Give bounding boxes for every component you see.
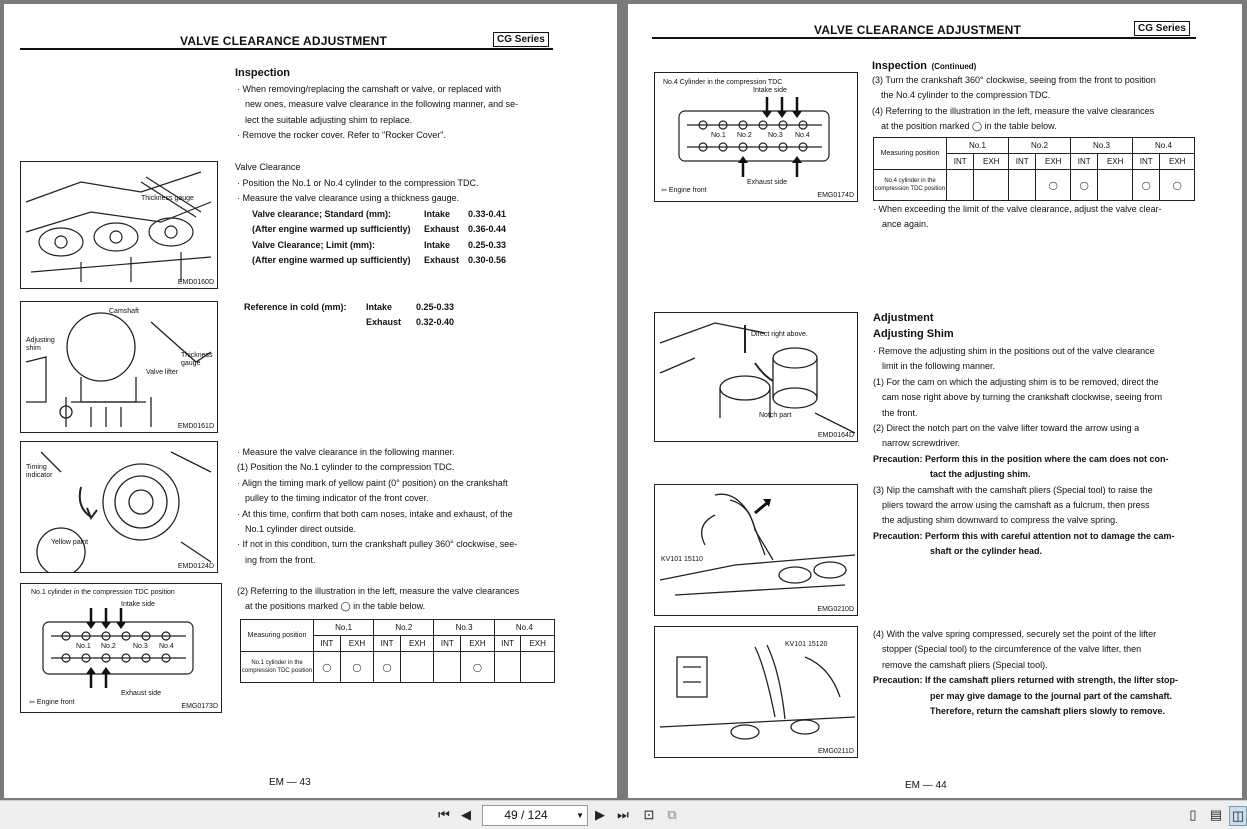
inspection-cont-text [872,73,1212,135]
precaution-line: shaft or the cylinder head. [930,546,1043,557]
figure-code: EMD0161D [177,423,214,430]
prev-page-icon[interactable]: ◀ [461,807,471,822]
precaution-line: Precaution: Perform this with careful attention not to damage the cam- [873,530,1175,541]
figure-code: EMG0210D [817,606,854,613]
figure-label: Timing indicator [26,464,53,479]
page-number-select[interactable] [482,805,588,826]
text-line: · Measure the valve clearance in the following manner. [237,447,455,457]
figure-label: Valve lifter [146,369,179,376]
chevron-down-icon: ▼ [576,811,584,820]
measure-text [237,445,567,568]
table-sub-header: EXH [974,154,1009,170]
spec-kind: Exhaust [424,224,460,235]
text-line: (1) Position the No.1 cylinder to the compression TDC. [237,462,455,473]
figure-label: Intake side [753,87,787,94]
table-sub-header: INT [1132,154,1159,170]
inspection-heading: Inspection [235,67,291,79]
page-em-43 [4,4,617,798]
precaution-line: tact the adjusting shim. [930,469,1031,480]
table-sub-header: INT [434,636,461,652]
header-rule [20,48,553,50]
table-mark [494,652,521,683]
table-mark [434,652,461,683]
text-line: new ones, measure valve clearance in the following manner, and se- [245,99,519,110]
text-line: (2) Referring to the illustration in the left, measure the valve clearances [237,586,520,596]
text-line: · When exceeding the limit of the valve clearance, adjust the valve clear- [873,204,1162,214]
figure-label: Thickness gauge [181,352,213,367]
text-line: at the positions marked ◯ in the table below. [245,601,426,612]
table-mark: ◯ [1132,170,1159,201]
table-col-header: No.2 [1008,138,1070,154]
table-sub-header: INT [1070,154,1097,170]
table-mark: ◯ [461,652,495,683]
table-mark: ◯ [1160,170,1195,201]
precaution-line: Precaution: Perform this in the position where the cam does not con- [873,453,1169,464]
reference-cold [244,300,544,331]
text-line: (1) For the cam on which the adjusting shim is to be removed, direct the [873,376,1159,387]
table-mark: ◯ [374,652,401,683]
table-sub-header: EXH [521,636,555,652]
figure-code: EMG0211D [817,748,854,755]
figure-camshaft-pliers [654,484,858,616]
figure-notch-part [654,312,858,442]
figure-timing-indicator [20,441,218,573]
figure-lifter-stopper [654,626,858,758]
ref-row [244,300,544,315]
table-mark [521,652,555,683]
table-condition-label: No.1 cylinder in the compression TDC position [241,652,314,683]
step4-text [873,627,1213,719]
ref-kind: Exhaust [366,317,402,328]
precaution-line: per may give damage to the journal part of the camshaft. [930,690,1173,701]
table-sub-header: INT [947,154,974,170]
facing-view-icon[interactable]: ◫ [1229,806,1247,826]
precaution-line: Precaution: If the camshaft pliers returned with strength, the lifter stop- [873,675,1179,686]
text-line: the No.4 cylinder to the compression TDC. [881,90,1051,101]
spec-label: Valve clearance; Standard (mm): [252,209,392,219]
table-row-label: Measuring position [241,620,314,652]
figure-no4-tdc-layout [654,72,858,202]
spec-label: (After engine warmed up sufficiently) [252,224,411,235]
table-sub-header: EXH [1160,154,1195,170]
text-line: narrow screwdriver. [882,438,961,449]
table-sub-header: INT [494,636,521,652]
spec-label: Valve Clearance; Limit (mm): [252,239,376,250]
valve-clearance-heading: Valve Clearance [235,162,301,172]
figure-code: EMD0124D [177,563,214,570]
series-badge: CG Series [1134,21,1190,36]
figure-title: No.4 Cylinder in the compression TDC [663,79,783,86]
engine-illustration [21,162,217,288]
viewer-toolbar [0,800,1247,829]
figure-label: Adjusting shim [26,337,55,352]
measuring-table-no1 [240,619,555,683]
figure-camshaft-shim [20,301,218,433]
figure-label: Exhaust side [121,690,162,697]
spec-value: 0.33-0.41 [468,209,507,219]
measuring-table-no4 [873,137,1195,201]
arrow-left-icon: ⇦ [661,187,669,194]
text-line: stopper (Special tool) to the circumference of the valve lifter, then [882,644,1142,655]
table-mark [974,170,1009,201]
cylinder-label: No.2 [737,132,752,139]
table-condition-label: No.4 cylinder in the compression TDC position [874,170,947,201]
text-line: · Remove the adjusting shim in the positions out of the valve clearance [873,346,1155,356]
figure-code: EMD0160D [177,279,214,286]
single-page-view-icon[interactable]: ▯ [1189,807,1197,822]
text-line: the front. [882,407,918,418]
adjustment-text [873,344,1213,560]
table-col-header: No.4 [1132,138,1194,154]
arrow-left-icon: ⇦ [29,699,37,706]
text-line: ing from the front. [245,554,316,565]
spec-value: 0.36-0.44 [468,224,507,235]
text-line: (3) Nip the camshaft with the camshaft pliers (Special tool) to raise the [873,484,1153,495]
figure-code: EMG0174D [817,192,854,199]
page-indicator: 49 / 124 [504,808,548,822]
figure-label: Thickness gauge [141,195,194,202]
valve-clearance-text [237,176,567,207]
spec-value: 0.25-0.33 [468,239,507,250]
figure-title: No.1 cylinder in the compression TDC position [31,589,175,596]
page-title: VALVE CLEARANCE ADJUSTMENT [814,23,1021,37]
engine-front-label [661,187,707,195]
table-sub-header: INT [314,636,341,652]
ref-row [244,315,544,330]
table-sub-header: EXH [1036,154,1071,170]
table-col-header: No.4 [494,620,554,636]
text-line: · At this time, confirm that both cam noses, intake and exhaust, of the [237,508,513,519]
text-line: pliers toward the arrow using the camshaft as a fulcrum, then press [882,500,1150,511]
spec-row [252,253,572,268]
adjustment-heading: Adjustment [873,312,934,324]
figure-label: Direct right above. [751,331,808,338]
table-mark: ◯ [314,652,341,683]
text-line: · Remove the rocker cover. Refer to "Rocker Cover". [237,130,446,141]
camshaft-pliers-illustration [655,485,857,615]
cylinder-label: No.1 [76,643,91,650]
ref-value: 0.32-0.40 [416,317,455,328]
continued-label: (Continued) [931,62,977,71]
table-mark [947,170,974,201]
text-line: pulley to the timing indicator of the front cover. [245,493,429,504]
spec-table [252,207,572,269]
table-row-label: Measuring position [874,138,947,170]
text-line: the adjusting shim downward to compress the valve spring. [882,515,1118,526]
text-line: lect the suitable adjusting shim to replace. [245,114,413,125]
table-sub-header: INT [1008,154,1035,170]
spec-row [252,222,572,237]
figure-label: KV101 15110 [661,556,703,563]
last-page-icon[interactable]: ⏭ [617,807,629,822]
figure-label: KV101 15120 [785,641,828,648]
table-col-header: No.1 [314,620,374,636]
spec-kind: Intake [424,209,451,219]
page-title: VALVE CLEARANCE ADJUSTMENT [180,34,387,48]
series-badge: CG Series [493,32,549,47]
page-number: EM — 44 [905,780,947,791]
text-line: No.1 cylinder direct outside. [245,524,357,535]
step2-text [237,584,567,615]
text-line: (4) With the valve spring compressed, securely set the point of the lifter [873,629,1157,639]
spec-kind: Exhaust [424,255,460,266]
figure-label: Engine front [36,699,75,706]
table-sub-header: EXH [400,636,434,652]
table-mark [1008,170,1035,201]
spec-label: (After engine warmed up sufficiently) [252,255,411,266]
figure-label: Notch part [759,412,792,419]
text-line: limit in the following manner. [882,361,996,372]
header-rule [652,37,1196,39]
table-mark: ◯ [340,652,374,683]
cylinder-label: No.1 [711,132,726,139]
ref-kind: Intake [366,302,393,312]
first-page-icon[interactable]: ⏮ [438,807,450,822]
table-mark [1098,170,1133,201]
text-line: ance again. [882,219,929,230]
engine-front-label [29,699,75,707]
text-line: · Position the No.1 or No.4 cylinder to the compression TDC. [237,178,479,188]
text-line: (4) Referring to the illustration in the left, measure the valve clearances [872,105,1155,116]
table-col-header: No.3 [1070,138,1132,154]
text-line: remove the camshaft pliers (Special tool). [882,659,1048,670]
table-sub-header: EXH [1098,154,1133,170]
adjusting-shim-heading: Adjusting Shim [873,328,954,340]
ref-value: 0.25-0.33 [416,302,455,312]
text-line: (3) Turn the crankshaft 360° clockwise, seeing from the front to position [872,75,1156,85]
text-line: · When removing/replacing the camshaft or valve, or replaced with [237,84,502,94]
ref-label: Reference in cold (mm): [244,302,347,312]
text-line: · Align the timing mark of yellow paint (0° position) on the crankshaft [237,477,508,488]
spec-row [252,238,572,253]
inspection-text [237,82,567,144]
table-sub-header: EXH [461,636,495,652]
next-page-icon[interactable]: ▶ [595,807,605,822]
text-line: at the position marked ◯ in the table below. [881,121,1057,132]
inspection-heading: Inspection [872,60,928,72]
figure-thickness-gauge [20,161,218,289]
figure-code: EMG0173D [181,703,218,710]
inspection-heading-cont [872,56,976,74]
text-line: cam nose right above by turning the crankshaft clockwise, seeing from [882,392,1163,403]
table-sub-header: INT [374,636,401,652]
crankshaft-pulley-diagram [21,442,217,572]
figure-label: Exhaust side [747,179,788,186]
fit-width-icon[interactable]: ⧉ [667,807,677,822]
cylinder-label: No.3 [768,132,783,139]
figure-label: Camshaft [109,308,139,315]
figure-code: EMD0164D [817,432,854,439]
table-col-header: No.3 [434,620,494,636]
table-mark [400,652,434,683]
table-mark: ◯ [1036,170,1071,201]
page-number: EM — 43 [269,777,311,788]
figure-label: Yellow paint [51,539,89,546]
figure-no1-tdc-layout [20,583,222,713]
table-col-header: No.1 [947,138,1009,154]
text-line: · If not in this condition, turn the crankshaft pulley 360° clockwise, see- [237,539,518,550]
table-mark: ◯ [1070,170,1097,201]
precaution-line: Therefore, return the camshaft pliers slowly to remove. [930,706,1166,717]
cylinder-label: No.2 [101,643,116,650]
spec-kind: Intake [424,239,451,250]
fit-page-icon[interactable]: ⊡ [643,807,655,822]
text-line: · Measure the valve clearance using a thickness gauge. [237,193,460,204]
spec-value: 0.30-0.56 [468,255,507,266]
figure-label: Intake side [121,601,155,608]
page-em-44 [628,4,1242,798]
table-col-header: No.2 [374,620,434,636]
exceed-text [873,202,1213,233]
two-page-view-icon[interactable]: ▤ [1209,807,1223,822]
table-sub-header: EXH [340,636,374,652]
spec-row [252,207,572,222]
figure-label: Engine front [668,187,707,194]
cylinder-label: No.4 [795,132,810,139]
cylinder-label: No.3 [133,643,148,650]
cylinder-label: No.4 [159,643,174,650]
text-line: (2) Direct the notch part on the valve lifter toward the arrow using a [873,423,1140,434]
